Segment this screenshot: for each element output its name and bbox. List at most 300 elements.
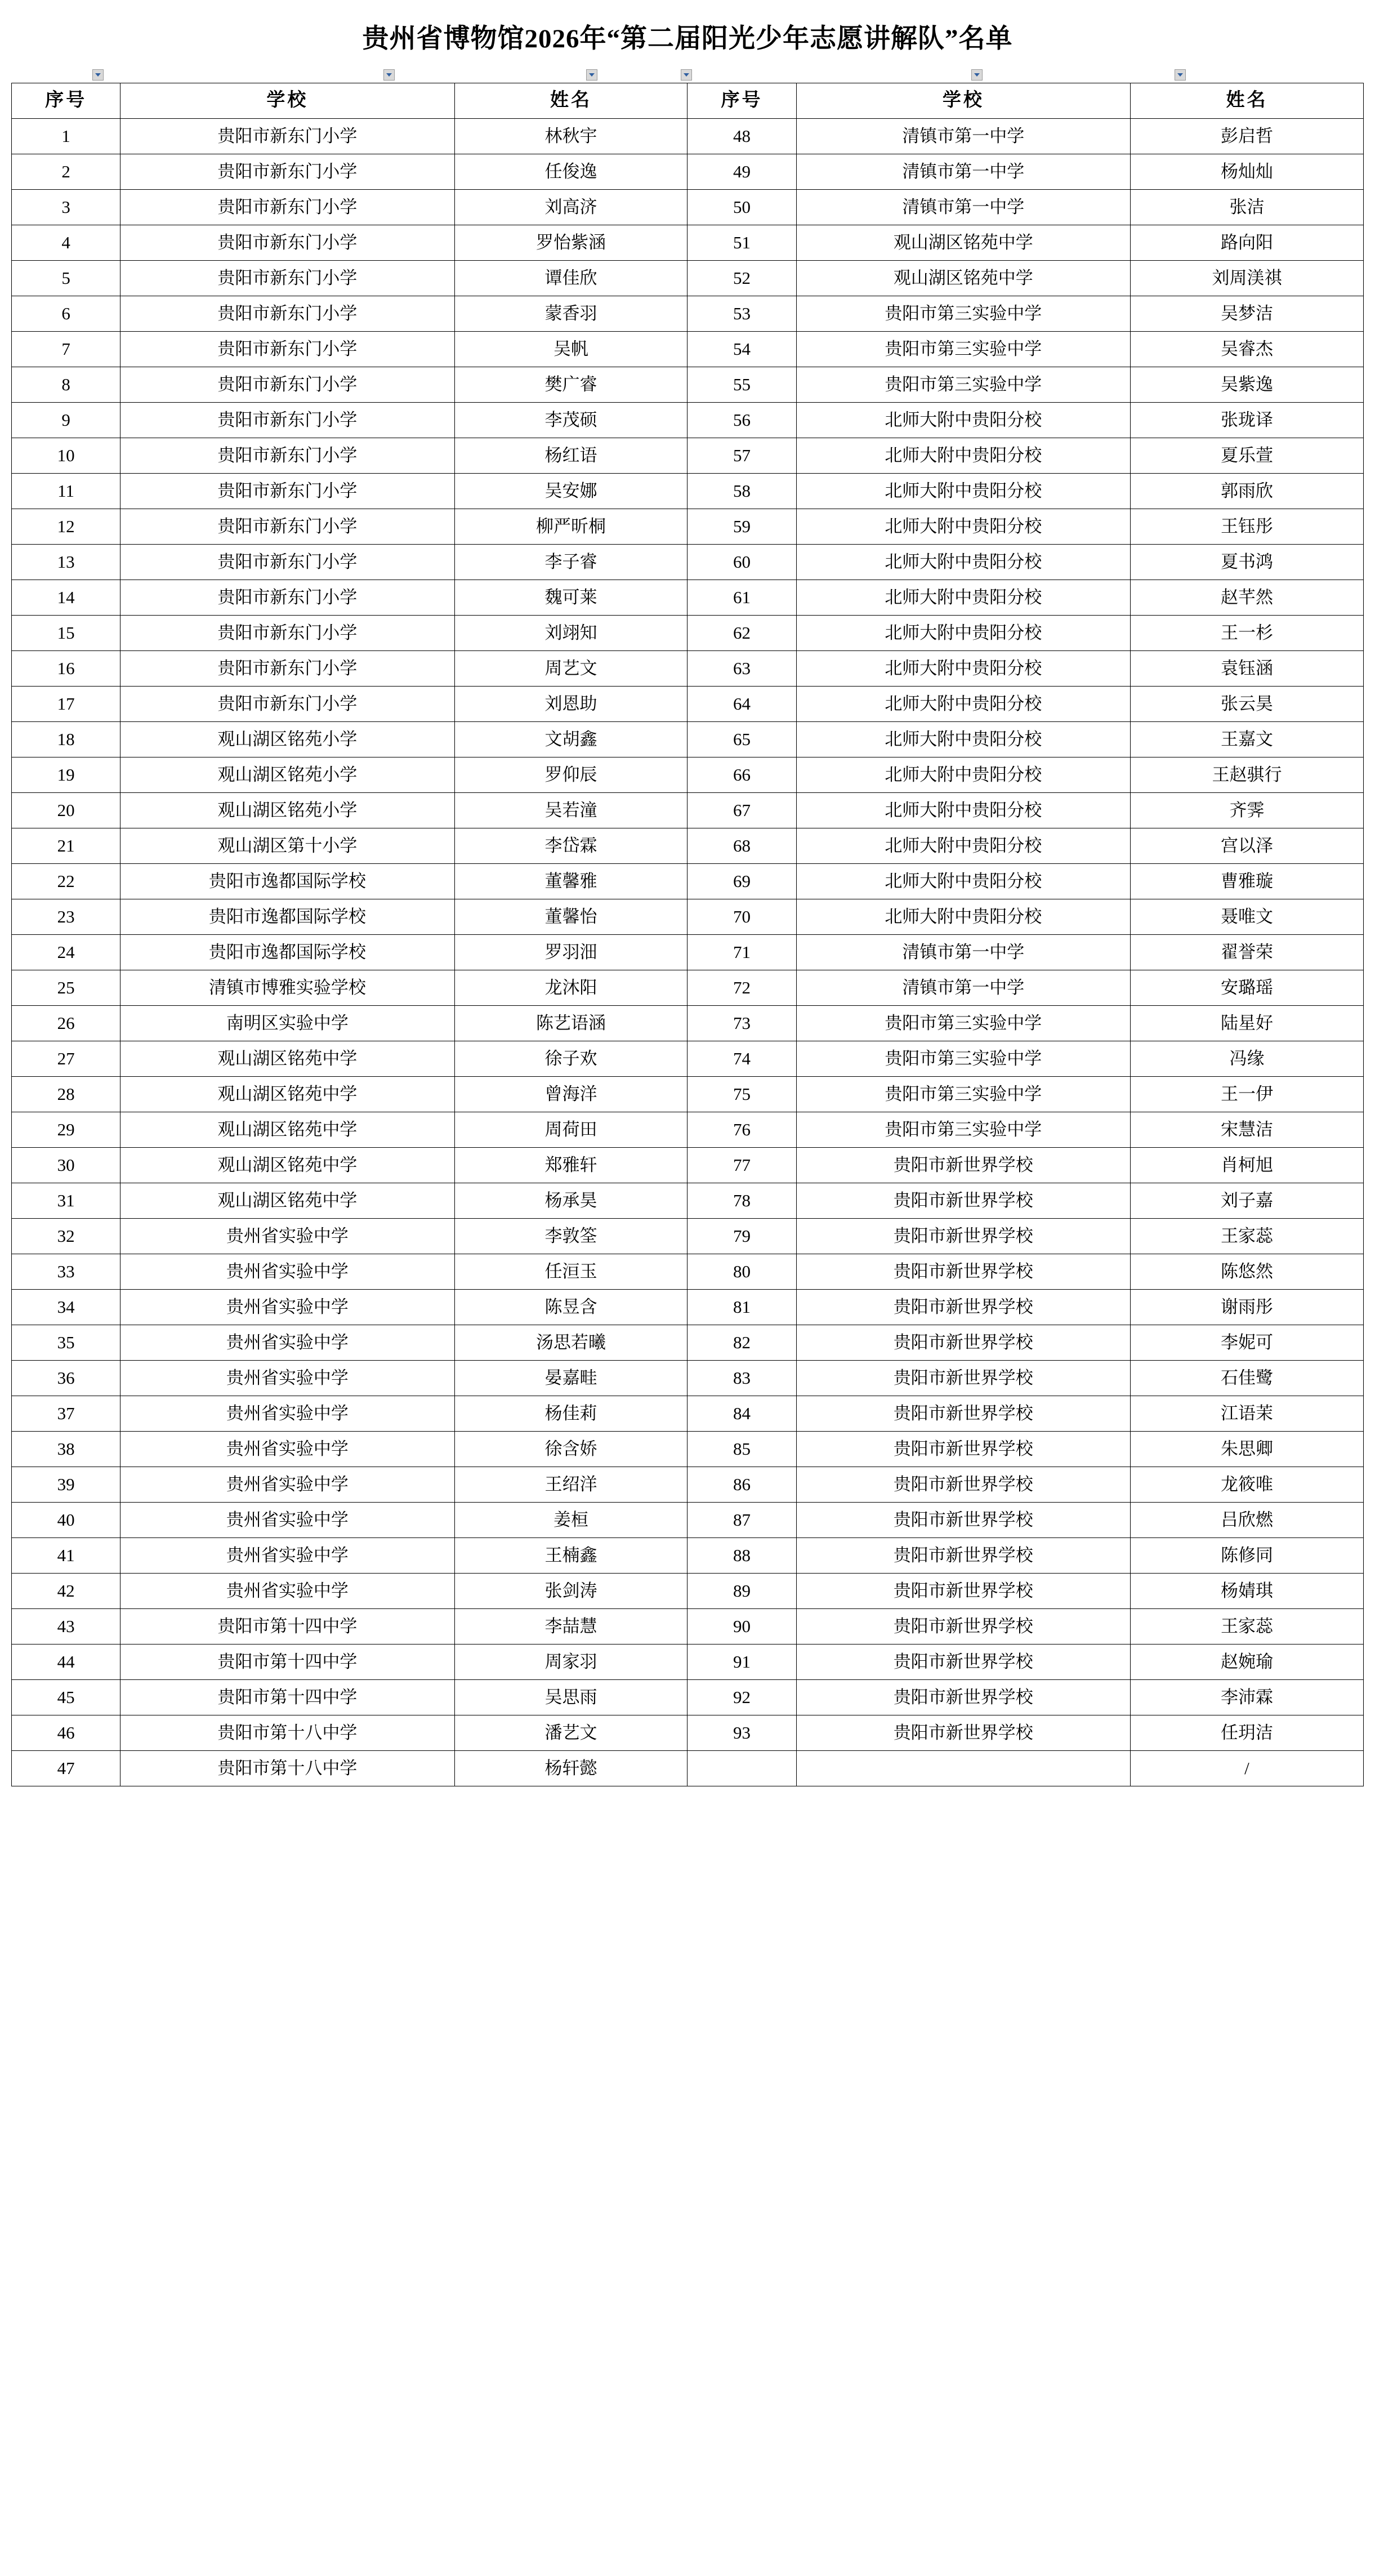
cell-index-left: 33 <box>12 1254 120 1289</box>
cell-school-left: 贵州省实验中学 <box>120 1254 454 1289</box>
cell-school-right: 贵阳市第三实验中学 <box>796 367 1130 402</box>
cell-name-right: 李妮可 <box>1130 1325 1363 1360</box>
cell-name-right: 曹雅璇 <box>1130 863 1363 899</box>
cell-index-right: 60 <box>688 544 796 580</box>
cell-school-left: 观山湖区铭苑中学 <box>120 1183 454 1218</box>
cell-school-left: 贵阳市逸都国际学校 <box>120 934 454 970</box>
cell-school-left: 贵州省实验中学 <box>120 1325 454 1360</box>
table-row <box>12 899 1364 934</box>
cell-index-right: 62 <box>688 615 796 650</box>
cell-index-right: 90 <box>688 1608 796 1644</box>
cell-index-left: 40 <box>12 1502 120 1537</box>
cell-name-right: 王一伊 <box>1130 1076 1363 1112</box>
cell-index-right: 82 <box>688 1325 796 1360</box>
cell-index-right: 55 <box>688 367 796 402</box>
cell-school-left: 贵阳市新东门小学 <box>120 402 454 438</box>
cell-index-right: 63 <box>688 650 796 686</box>
cell-index-left: 3 <box>12 189 120 225</box>
cell-index-left: 31 <box>12 1183 120 1218</box>
table-row <box>12 1573 1364 1608</box>
cell-index-right: 69 <box>688 863 796 899</box>
cell-index-left: 23 <box>12 899 120 934</box>
cell-index-left: 1 <box>12 118 120 154</box>
cell-school-right: 贵阳市第三实验中学 <box>796 1041 1130 1076</box>
filter-dropdown-icon[interactable] <box>92 69 104 81</box>
cell-index-left: 13 <box>12 544 120 580</box>
table-row <box>12 1076 1364 1112</box>
cell-index-left: 2 <box>12 154 120 189</box>
cell-school-right: 贵阳市新世界学校 <box>796 1289 1130 1325</box>
cell-name-right: / <box>1130 1750 1363 1786</box>
cell-name-left: 杨轩懿 <box>454 1750 688 1786</box>
cell-index-left: 25 <box>12 970 120 1005</box>
cell-name-left: 李喆慧 <box>454 1608 688 1644</box>
cell-index-left: 28 <box>12 1076 120 1112</box>
filter-dropdown-icon[interactable] <box>1175 69 1186 81</box>
cell-index-right: 83 <box>688 1360 796 1396</box>
column-header-index-right: 序号 <box>688 83 796 118</box>
cell-name-right: 郭雨欣 <box>1130 473 1363 509</box>
table-row <box>12 1325 1364 1360</box>
cell-index-left: 32 <box>12 1218 120 1254</box>
cell-name-left: 杨承昊 <box>454 1183 688 1218</box>
cell-name-right: 杨婧琪 <box>1130 1573 1363 1608</box>
table-row <box>12 615 1364 650</box>
cell-school-left: 贵阳市第十四中学 <box>120 1679 454 1715</box>
cell-index-right: 80 <box>688 1254 796 1289</box>
cell-name-left: 谭佳欣 <box>454 260 688 296</box>
cell-name-right: 王一杉 <box>1130 615 1363 650</box>
cell-index-left: 38 <box>12 1431 120 1467</box>
roster-table <box>11 83 1364 1786</box>
table-row <box>12 367 1364 402</box>
column-header-school-right: 学校 <box>796 83 1130 118</box>
cell-school-right: 贵阳市新世界学校 <box>796 1537 1130 1573</box>
cell-school-right <box>796 1750 1130 1786</box>
table-row <box>12 650 1364 686</box>
cell-index-left: 36 <box>12 1360 120 1396</box>
cell-school-right: 贵阳市新世界学校 <box>796 1396 1130 1431</box>
column-header-name-right: 姓名 <box>1130 83 1363 118</box>
cell-name-right: 王嘉文 <box>1130 721 1363 757</box>
cell-name-left: 陈艺语涵 <box>454 1005 688 1041</box>
cell-name-left: 罗羽沺 <box>454 934 688 970</box>
cell-name-left: 周家羽 <box>454 1644 688 1679</box>
cell-school-right: 北师大附中贵阳分校 <box>796 438 1130 473</box>
cell-index-right: 71 <box>688 934 796 970</box>
table-row <box>12 118 1364 154</box>
cell-name-right: 肖柯旭 <box>1130 1147 1363 1183</box>
cell-index-right: 75 <box>688 1076 796 1112</box>
cell-school-right: 贵阳市新世界学校 <box>796 1183 1130 1218</box>
cell-index-left: 30 <box>12 1147 120 1183</box>
table-row <box>12 863 1364 899</box>
cell-name-right: 吴梦洁 <box>1130 296 1363 331</box>
cell-school-right: 清镇市第一中学 <box>796 189 1130 225</box>
table-row <box>12 331 1364 367</box>
cell-school-right: 贵阳市新世界学校 <box>796 1679 1130 1715</box>
cell-name-left: 杨红语 <box>454 438 688 473</box>
cell-index-left: 11 <box>12 473 120 509</box>
table-row <box>12 296 1364 331</box>
cell-index-right: 89 <box>688 1573 796 1608</box>
cell-index-right: 54 <box>688 331 796 367</box>
cell-index-right: 50 <box>688 189 796 225</box>
cell-school-right: 贵阳市新世界学校 <box>796 1431 1130 1467</box>
cell-index-right: 52 <box>688 260 796 296</box>
cell-name-left: 刘恩助 <box>454 686 688 721</box>
filter-dropdown-icon[interactable] <box>971 69 983 81</box>
cell-school-right: 贵阳市第三实验中学 <box>796 1112 1130 1147</box>
cell-index-right: 49 <box>688 154 796 189</box>
cell-index-right: 57 <box>688 438 796 473</box>
cell-name-right: 张云昊 <box>1130 686 1363 721</box>
cell-name-left: 魏可莱 <box>454 580 688 615</box>
cell-index-left: 29 <box>12 1112 120 1147</box>
cell-index-left: 26 <box>12 1005 120 1041</box>
cell-school-left: 贵阳市新东门小学 <box>120 260 454 296</box>
cell-school-left: 观山湖区铭苑中学 <box>120 1147 454 1183</box>
filter-dropdown-icon[interactable] <box>383 69 395 81</box>
cell-school-right: 贵阳市新世界学校 <box>796 1254 1130 1289</box>
cell-index-left: 20 <box>12 792 120 828</box>
cell-school-left: 贵州省实验中学 <box>120 1502 454 1537</box>
cell-name-left: 张剑涛 <box>454 1573 688 1608</box>
table-row <box>12 1679 1364 1715</box>
cell-index-right <box>688 1750 796 1786</box>
cell-index-right: 53 <box>688 296 796 331</box>
cell-index-right: 86 <box>688 1467 796 1502</box>
cell-name-right: 吕欣燃 <box>1130 1502 1363 1537</box>
cell-index-right: 87 <box>688 1502 796 1537</box>
table-row <box>12 1715 1364 1750</box>
cell-school-left: 贵州省实验中学 <box>120 1396 454 1431</box>
cell-index-left: 15 <box>12 615 120 650</box>
cell-name-left: 李子睿 <box>454 544 688 580</box>
cell-school-left: 南明区实验中学 <box>120 1005 454 1041</box>
cell-school-right: 贵阳市新世界学校 <box>796 1467 1130 1502</box>
cell-name-left: 罗仰辰 <box>454 757 688 792</box>
cell-school-right: 北师大附中贵阳分校 <box>796 828 1130 863</box>
table-header-row <box>12 83 1364 118</box>
cell-index-left: 17 <box>12 686 120 721</box>
cell-school-right: 贵阳市新世界学校 <box>796 1218 1130 1254</box>
cell-name-left: 吴思雨 <box>454 1679 688 1715</box>
filter-dropdown-icon[interactable] <box>586 69 597 81</box>
cell-name-left: 任俊逸 <box>454 154 688 189</box>
cell-name-left: 龙沐阳 <box>454 970 688 1005</box>
cell-name-right: 王赵骐行 <box>1130 757 1363 792</box>
cell-index-right: 73 <box>688 1005 796 1041</box>
table-row <box>12 189 1364 225</box>
table-row <box>12 1005 1364 1041</box>
table-row <box>12 260 1364 296</box>
cell-index-left: 37 <box>12 1396 120 1431</box>
cell-index-left: 46 <box>12 1715 120 1750</box>
cell-index-right: 56 <box>688 402 796 438</box>
cell-name-right: 翟誉荣 <box>1130 934 1363 970</box>
cell-school-right: 贵阳市第三实验中学 <box>796 1005 1130 1041</box>
cell-school-left: 观山湖区铭苑小学 <box>120 757 454 792</box>
cell-name-left: 罗怡紫涵 <box>454 225 688 260</box>
cell-name-right: 江语茉 <box>1130 1396 1363 1431</box>
cell-index-right: 85 <box>688 1431 796 1467</box>
cell-index-left: 24 <box>12 934 120 970</box>
cell-name-right: 彭启哲 <box>1130 118 1363 154</box>
filter-cell-index-left <box>11 68 106 83</box>
cell-school-left: 贵阳市第十四中学 <box>120 1644 454 1679</box>
cell-school-right: 清镇市第一中学 <box>796 970 1130 1005</box>
cell-school-right: 观山湖区铭苑中学 <box>796 225 1130 260</box>
cell-school-left: 观山湖区铭苑中学 <box>120 1112 454 1147</box>
cell-school-right: 北师大附中贵阳分校 <box>796 899 1130 934</box>
cell-name-left: 柳严昕桐 <box>454 509 688 544</box>
cell-school-left: 贵阳市逸都国际学校 <box>120 899 454 934</box>
cell-school-right: 贵阳市第三实验中学 <box>796 296 1130 331</box>
cell-index-left: 18 <box>12 721 120 757</box>
cell-index-left: 21 <box>12 828 120 863</box>
table-row <box>12 1537 1364 1573</box>
cell-name-left: 吴若潼 <box>454 792 688 828</box>
cell-school-left: 贵阳市新东门小学 <box>120 189 454 225</box>
column-header-school-left: 学校 <box>120 83 454 118</box>
cell-name-left: 蒙香羽 <box>454 296 688 331</box>
cell-name-left: 刘翊知 <box>454 615 688 650</box>
cell-index-right: 74 <box>688 1041 796 1076</box>
table-row <box>12 473 1364 509</box>
cell-name-left: 姜桓 <box>454 1502 688 1537</box>
cell-name-right: 陆星好 <box>1130 1005 1363 1041</box>
cell-school-left: 贵阳市新东门小学 <box>120 367 454 402</box>
table-row <box>12 757 1364 792</box>
cell-name-right: 任玥洁 <box>1130 1715 1363 1750</box>
cell-school-right: 清镇市第一中学 <box>796 934 1130 970</box>
cell-name-left: 陈昱含 <box>454 1289 688 1325</box>
cell-name-right: 石佳鹭 <box>1130 1360 1363 1396</box>
cell-index-right: 93 <box>688 1715 796 1750</box>
table-row <box>12 828 1364 863</box>
cell-school-left: 贵阳市第十八中学 <box>120 1715 454 1750</box>
filter-cell-school-left <box>106 68 396 83</box>
cell-school-left: 贵州省实验中学 <box>120 1289 454 1325</box>
cell-index-left: 12 <box>12 509 120 544</box>
table-row <box>12 1502 1364 1537</box>
cell-school-left: 清镇市博雅实验学校 <box>120 970 454 1005</box>
table-row <box>12 154 1364 189</box>
cell-index-right: 92 <box>688 1679 796 1715</box>
table-row <box>12 970 1364 1005</box>
cell-school-left: 贵阳市逸都国际学校 <box>120 863 454 899</box>
cell-school-right: 北师大附中贵阳分校 <box>796 473 1130 509</box>
cell-name-left: 文胡鑫 <box>454 721 688 757</box>
filter-button-row <box>11 68 1364 83</box>
cell-index-left: 47 <box>12 1750 120 1786</box>
table-row <box>12 1431 1364 1467</box>
cell-index-left: 10 <box>12 438 120 473</box>
cell-school-left: 贵阳市新东门小学 <box>120 580 454 615</box>
cell-name-right: 朱思卿 <box>1130 1431 1363 1467</box>
cell-school-right: 北师大附中贵阳分校 <box>796 721 1130 757</box>
filter-dropdown-icon[interactable] <box>681 69 692 81</box>
cell-name-left: 吴帆 <box>454 331 688 367</box>
cell-school-left: 贵阳市新东门小学 <box>120 686 454 721</box>
cell-school-right: 北师大附中贵阳分校 <box>796 650 1130 686</box>
cell-name-right: 冯缘 <box>1130 1041 1363 1076</box>
cell-school-right: 清镇市第一中学 <box>796 118 1130 154</box>
cell-index-left: 44 <box>12 1644 120 1679</box>
cell-school-right: 北师大附中贵阳分校 <box>796 580 1130 615</box>
cell-name-right: 宫以泽 <box>1130 828 1363 863</box>
cell-school-left: 观山湖区铭苑中学 <box>120 1076 454 1112</box>
cell-school-left: 贵阳市新东门小学 <box>120 650 454 686</box>
cell-school-left: 贵阳市新东门小学 <box>120 509 454 544</box>
cell-school-right: 贵阳市新世界学校 <box>796 1360 1130 1396</box>
cell-school-left: 贵阳市新东门小学 <box>120 154 454 189</box>
cell-school-left: 贵州省实验中学 <box>120 1431 454 1467</box>
table-row <box>12 1750 1364 1786</box>
cell-school-right: 贵阳市新世界学校 <box>796 1573 1130 1608</box>
cell-name-right: 聂唯文 <box>1130 899 1363 934</box>
cell-school-right: 北师大附中贵阳分校 <box>796 509 1130 544</box>
cell-school-left: 贵阳市第十四中学 <box>120 1608 454 1644</box>
column-header-index-left: 序号 <box>12 83 120 118</box>
cell-school-left: 贵州省实验中学 <box>120 1360 454 1396</box>
cell-index-right: 91 <box>688 1644 796 1679</box>
cell-index-right: 61 <box>688 580 796 615</box>
cell-index-right: 66 <box>688 757 796 792</box>
cell-index-left: 6 <box>12 296 120 331</box>
table-row <box>12 544 1364 580</box>
cell-index-right: 58 <box>688 473 796 509</box>
cell-index-left: 14 <box>12 580 120 615</box>
cell-school-left: 贵州省实验中学 <box>120 1537 454 1573</box>
cell-index-left: 34 <box>12 1289 120 1325</box>
cell-school-right: 贵阳市第三实验中学 <box>796 1076 1130 1112</box>
cell-name-left: 杨佳莉 <box>454 1396 688 1431</box>
table-row <box>12 1289 1364 1325</box>
cell-school-left: 贵阳市新东门小学 <box>120 473 454 509</box>
table-row <box>12 792 1364 828</box>
cell-name-left: 李岱霖 <box>454 828 688 863</box>
table-row <box>12 1608 1364 1644</box>
cell-name-left: 徐含娇 <box>454 1431 688 1467</box>
column-header-name-left: 姓名 <box>454 83 688 118</box>
cell-index-right: 77 <box>688 1147 796 1183</box>
cell-index-right: 64 <box>688 686 796 721</box>
cell-school-left: 贵阳市第十八中学 <box>120 1750 454 1786</box>
cell-index-right: 48 <box>688 118 796 154</box>
cell-index-left: 41 <box>12 1537 120 1573</box>
cell-name-right: 张洁 <box>1130 189 1363 225</box>
table-row <box>12 225 1364 260</box>
table-row <box>12 934 1364 970</box>
cell-name-left: 王楠鑫 <box>454 1537 688 1573</box>
cell-school-right: 清镇市第一中学 <box>796 154 1130 189</box>
cell-name-right: 安璐瑶 <box>1130 970 1363 1005</box>
cell-name-left: 李茂硕 <box>454 402 688 438</box>
cell-name-left: 林秋宇 <box>454 118 688 154</box>
cell-index-left: 4 <box>12 225 120 260</box>
page-title: 贵州省博物馆2026年“第二届阳光少年志愿讲解队”名单 <box>362 24 1013 54</box>
cell-index-right: 76 <box>688 1112 796 1147</box>
filter-cell-name-right <box>985 68 1188 83</box>
cell-name-left: 周艺文 <box>454 650 688 686</box>
cell-name-right: 宋慧洁 <box>1130 1112 1363 1147</box>
cell-name-left: 潘艺文 <box>454 1715 688 1750</box>
table-row <box>12 1254 1364 1289</box>
cell-index-left: 39 <box>12 1467 120 1502</box>
cell-name-left: 汤思若曦 <box>454 1325 688 1360</box>
cell-school-right: 贵阳市第三实验中学 <box>796 331 1130 367</box>
table-row <box>12 438 1364 473</box>
cell-name-left: 刘高济 <box>454 189 688 225</box>
cell-name-left: 周荷田 <box>454 1112 688 1147</box>
cell-index-left: 35 <box>12 1325 120 1360</box>
cell-name-left: 徐子欢 <box>454 1041 688 1076</box>
cell-index-right: 65 <box>688 721 796 757</box>
cell-name-right: 陈悠然 <box>1130 1254 1363 1289</box>
cell-school-right: 北师大附中贵阳分校 <box>796 544 1130 580</box>
cell-index-right: 51 <box>688 225 796 260</box>
cell-school-left: 贵阳市新东门小学 <box>120 225 454 260</box>
cell-index-left: 7 <box>12 331 120 367</box>
cell-school-left: 贵州省实验中学 <box>120 1218 454 1254</box>
cell-name-right: 张珑译 <box>1130 402 1363 438</box>
cell-name-left: 董馨怡 <box>454 899 688 934</box>
cell-school-right: 北师大附中贵阳分校 <box>796 792 1130 828</box>
table-row <box>12 686 1364 721</box>
cell-name-right: 刘周渼祺 <box>1130 260 1363 296</box>
cell-school-right: 贵阳市新世界学校 <box>796 1715 1130 1750</box>
cell-name-right: 刘子嘉 <box>1130 1183 1363 1218</box>
cell-name-left: 晏嘉畦 <box>454 1360 688 1396</box>
filter-cell-name-left <box>397 68 600 83</box>
cell-school-right: 贵阳市新世界学校 <box>796 1502 1130 1537</box>
table-row <box>12 1644 1364 1679</box>
table-row <box>12 402 1364 438</box>
cell-index-right: 72 <box>688 970 796 1005</box>
cell-index-left: 45 <box>12 1679 120 1715</box>
cell-school-left: 贵州省实验中学 <box>120 1467 454 1502</box>
cell-index-left: 9 <box>12 402 120 438</box>
cell-name-right: 路向阳 <box>1130 225 1363 260</box>
cell-name-right: 李沛霖 <box>1130 1679 1363 1715</box>
cell-name-left: 郑雅轩 <box>454 1147 688 1183</box>
filter-cell-index-right <box>600 68 694 83</box>
cell-name-right: 王家蕊 <box>1130 1608 1363 1644</box>
cell-name-right: 吴睿杰 <box>1130 331 1363 367</box>
table-header <box>12 83 1364 118</box>
cell-name-right: 王家蕊 <box>1130 1218 1363 1254</box>
table-row <box>12 509 1364 544</box>
cell-school-right: 北师大附中贵阳分校 <box>796 402 1130 438</box>
cell-school-left: 观山湖区铭苑小学 <box>120 792 454 828</box>
cell-name-right: 杨灿灿 <box>1130 154 1363 189</box>
cell-name-left: 王绍洋 <box>454 1467 688 1502</box>
cell-school-left: 贵阳市新东门小学 <box>120 331 454 367</box>
cell-name-left: 李敦筌 <box>454 1218 688 1254</box>
cell-school-right: 贵阳市新世界学校 <box>796 1147 1130 1183</box>
table-row <box>12 1218 1364 1254</box>
cell-name-right: 王钰彤 <box>1130 509 1363 544</box>
cell-school-right: 观山湖区铭苑中学 <box>796 260 1130 296</box>
cell-name-left: 吴安娜 <box>454 473 688 509</box>
cell-school-left: 观山湖区第十小学 <box>120 828 454 863</box>
cell-name-right: 齐霁 <box>1130 792 1363 828</box>
table-row <box>12 1041 1364 1076</box>
cell-index-right: 79 <box>688 1218 796 1254</box>
cell-school-right: 贵阳市新世界学校 <box>796 1325 1130 1360</box>
